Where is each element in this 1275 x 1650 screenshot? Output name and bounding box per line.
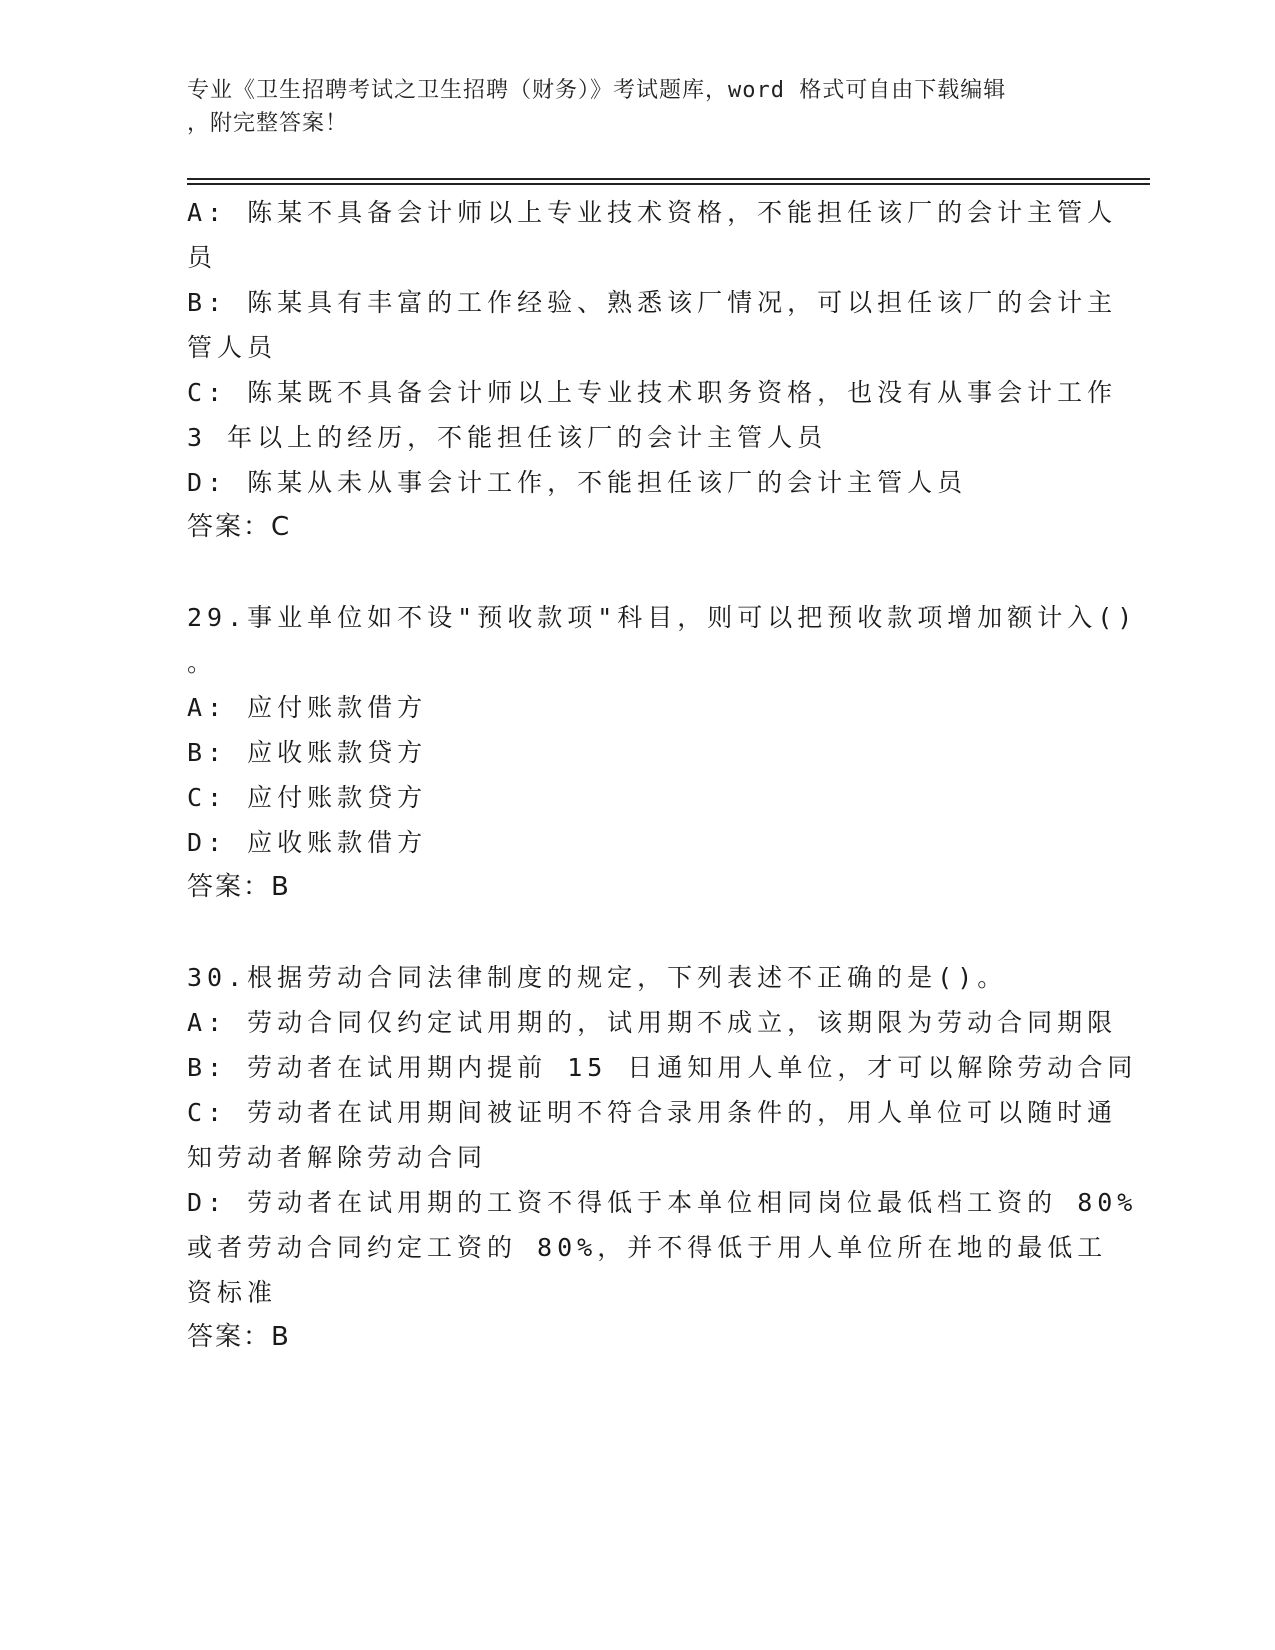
q28-option-c-line-1: C: 陈某既不具备会计师以上专业技术职务资格，也没有从事会计工作 xyxy=(187,378,1118,407)
q29-option-d: D: 应收账款借方 xyxy=(187,828,428,857)
q29-answer: 答案：B xyxy=(187,872,291,902)
q28-option-a-line-1: A: 陈某不具备会计师以上专业技术资格，不能担任该厂的会计主管人 xyxy=(187,198,1118,227)
q30-option-c-line-2: 知劳动者解除劳动合同 xyxy=(187,1143,488,1172)
question-list xyxy=(187,190,1138,1360)
q30-option-a: A: 劳动合同仅约定试用期的，试用期不成立，该期限为劳动合同期限 xyxy=(187,1008,1118,1037)
header-divider-top xyxy=(187,178,1150,180)
q29-option-a: A: 应付账款借方 xyxy=(187,693,428,722)
q30-option-b: B: 劳动者在试用期内提前 15 日通知用人单位，才可以解除劳动合同 xyxy=(187,1053,1138,1082)
q30-answer: 答案：B xyxy=(187,1322,291,1352)
question-29 xyxy=(187,595,1138,910)
q29-stem-line-2: 。 xyxy=(187,648,218,677)
q30-option-d-line-1: D: 劳动者在试用期的工资不得低于本单位相同岗位最低档工资的 80% xyxy=(187,1188,1138,1217)
header-line-1: 专业《卫生招聘考试之卫生招聘（财务）》考试题库，word 格式可自由下载编辑 xyxy=(187,78,1007,103)
header-line-2: ，附完整答案！ xyxy=(187,111,349,136)
q28-option-b-line-1: B: 陈某具有丰富的工作经验、熟悉该厂情况，可以担任该厂的会计主 xyxy=(187,288,1118,317)
q29-stem-line-1: 29.事业单位如不设"预收款项"科目，则可以把预收款项增加额计入() xyxy=(187,603,1138,632)
q28-option-d: D: 陈某从未从事会计工作，不能担任该厂的会计主管人员 xyxy=(187,468,968,497)
q30-option-d-line-2: 或者劳动合同约定工资的 80%，并不得低于用人单位所在地的最低工 xyxy=(187,1233,1108,1262)
q28-option-a-line-2: 员 xyxy=(187,243,218,272)
question-28 xyxy=(187,190,1118,550)
q30-stem: 30.根据劳动合同法律制度的规定，下列表述不正确的是()。 xyxy=(187,963,1008,992)
q28-option-b-line-2: 管人员 xyxy=(187,333,278,362)
q29-option-b: B: 应收账款贷方 xyxy=(187,738,428,767)
q30-option-c-line-1: C: 劳动者在试用期间被证明不符合录用条件的，用人单位可以随时通 xyxy=(187,1098,1118,1127)
question-30 xyxy=(187,955,1138,1360)
document-header xyxy=(187,74,1067,140)
q29-option-c: C: 应付账款贷方 xyxy=(187,783,428,812)
spacer xyxy=(187,550,1087,595)
q28-option-c-line-2: 3 年以上的经历，不能担任该厂的会计主管人员 xyxy=(187,423,828,452)
q28-answer: 答案：C xyxy=(187,512,292,542)
header-divider-bottom xyxy=(187,183,1150,185)
q30-option-d-line-3: 资标准 xyxy=(187,1278,278,1307)
spacer xyxy=(187,910,1087,955)
